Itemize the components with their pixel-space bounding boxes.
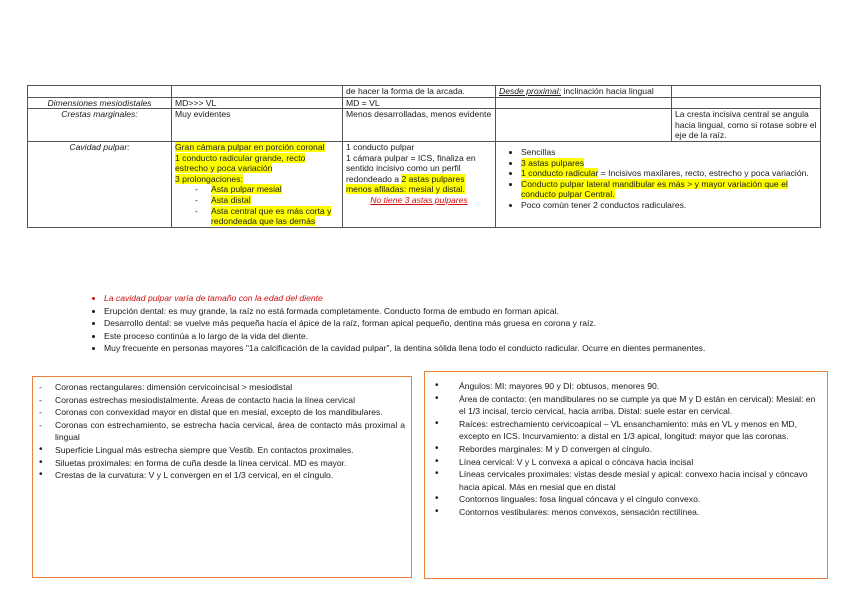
top-cell-arcada: de hacer la forma de la arcada.	[343, 86, 496, 98]
note-item: • Este proceso continúa a lo largo de la vida del diente.	[104, 330, 804, 343]
table-row-top	[28, 86, 821, 98]
note-item: • Desarrollo dental: se vuelve más pequeña hacia el ápice de la raíz, forman apical pequeño, dentina más gruesa en corona y raíz.	[104, 317, 804, 330]
note-item: • La cavidad pulpar varía de tamaño con la edad del diente	[104, 292, 804, 305]
list-item: - Coronas con estrechamiento, se estrecha hacia cervical, área de contacto más proximal a lingual	[39, 419, 405, 444]
list-item: - Coronas rectangulares: dimensión cervicoincisal > mesiodistal	[39, 381, 405, 394]
list-item: • Crestas de la curvatura: V y L convergen en el 1/3 cervical, en el cíngulo.	[39, 469, 405, 482]
left-summary-box	[32, 376, 412, 578]
row-label-cavidad: Cavidad pulpar:	[28, 141, 172, 227]
table-row-cavidad	[28, 141, 821, 227]
list-item: • Línea cervical: V y L convexa a apical o cóncava hacia incisal	[435, 456, 819, 469]
list-item: • Superficie Lingual más estrecha siempre que Vestib. En contactos proximales.	[39, 444, 405, 457]
list-item: • Líneas cervicales proximales: vistas desde mesial y apical: convexo hacia incisal y cóncavo hacia apical. Más en mesial que en distal	[435, 468, 819, 493]
list-item: • Poco común tener 2 conductos radiculares.	[521, 200, 817, 211]
row-label-crestas: Crestas marginales:	[28, 109, 172, 142]
notes-list	[86, 292, 804, 355]
list-item: • Área de contacto: (en mandibulares no se cumple ya que M y D están en cervical): Mesial: en el 1/3 incisal, tercio cervical, hacia arriba. Distal: suele estar en cervical.	[435, 393, 819, 418]
list-item: • Conducto pulpar lateral mandibular es más > y mayor variación que el conducto pulpar Central.	[521, 179, 817, 200]
list-item: • Siluetas proximales: en forma de cuña desde la línea cervical. MD es mayor.	[39, 457, 405, 470]
table-row-crestas: Crestas marginales: Muy evidentes Menos desarrolladas, menos evidente La cresta incisiva central se angula hacia lingual, como si rotase sobre el eje de la raíz.	[28, 109, 821, 142]
comparison-table	[27, 85, 821, 228]
list-item: - Coronas estrechas mesiodistalmente. Áreas de contacto hacia la línea cervical	[39, 394, 405, 407]
cavidad-cell-0: Gran cámara pulpar en porción coronal 1 conducto radicular grande, recto estrecho y poca variación 3 prolongaciones: - Asta pulpar mesial - Asta distal - Asta central que es más corta y redondeada que las demás	[172, 141, 343, 227]
table-row-dimensiones: Dimensiones mesiodistales MD>>> VL MD = VL	[28, 97, 821, 109]
list-item: • 3 astas pulpares	[521, 158, 817, 169]
cavidad-cell-1: 1 conducto pulpar 1 cámara pulpar = ICS, finaliza en sentido incisivo como un perfil redondeado a 2 astas pulpares menos afiladas: mesial y distal. No tiene 3 astas pulpares	[343, 141, 496, 227]
note-item: • Muy frecuente en personas mayores "1a calcificación de la cavidad pulpar", la dentina sólida llena todo el conducto radicular. Ocurre en dientes permanentes.	[104, 342, 804, 355]
list-item: • Sencillas	[521, 147, 817, 158]
top-cell-proximal: Desde proximal: inclinación hacia lingual	[496, 86, 672, 98]
proximal-label: Desde proximal:	[499, 86, 562, 96]
note-item: • Erupción dental: es muy grande, la raíz no está formada completamente. Conducto forma de embudo en forman apical.	[104, 305, 804, 318]
list-item: • Rebordes marginales: M y D convergen al cíngulo.	[435, 443, 819, 456]
list-item: • 1 conducto radicular = Incisivos maxilares, recto, estrecho y poca variación.	[521, 168, 817, 179]
list-item: • Ángulos: MI: mayores 90 y DI: obtusos, menores 90.	[435, 380, 819, 393]
list-item: • Contornos vestibulares: menos convexos, sensación rectilínea.	[435, 506, 819, 519]
row-label-dimensiones: Dimensiones mesiodistales	[28, 97, 172, 109]
right-summary-box	[424, 371, 828, 579]
list-item: • Contornos linguales: fosa lingual cóncava y el cíngulo convexo.	[435, 493, 819, 506]
list-item: - Coronas con convexidad mayor en distal que en mesial, excepto de los mandibulares.	[39, 406, 405, 419]
list-item: • Raíces: estrechamiento cervicoapical – VL ensanchamiento: más en VL y menos en MD, excepto en ICS. Incurvamiento: a distal en 1/3 apical, longitud: mayor que las coronas.	[435, 418, 819, 443]
cavidad-cell-3	[496, 141, 821, 227]
